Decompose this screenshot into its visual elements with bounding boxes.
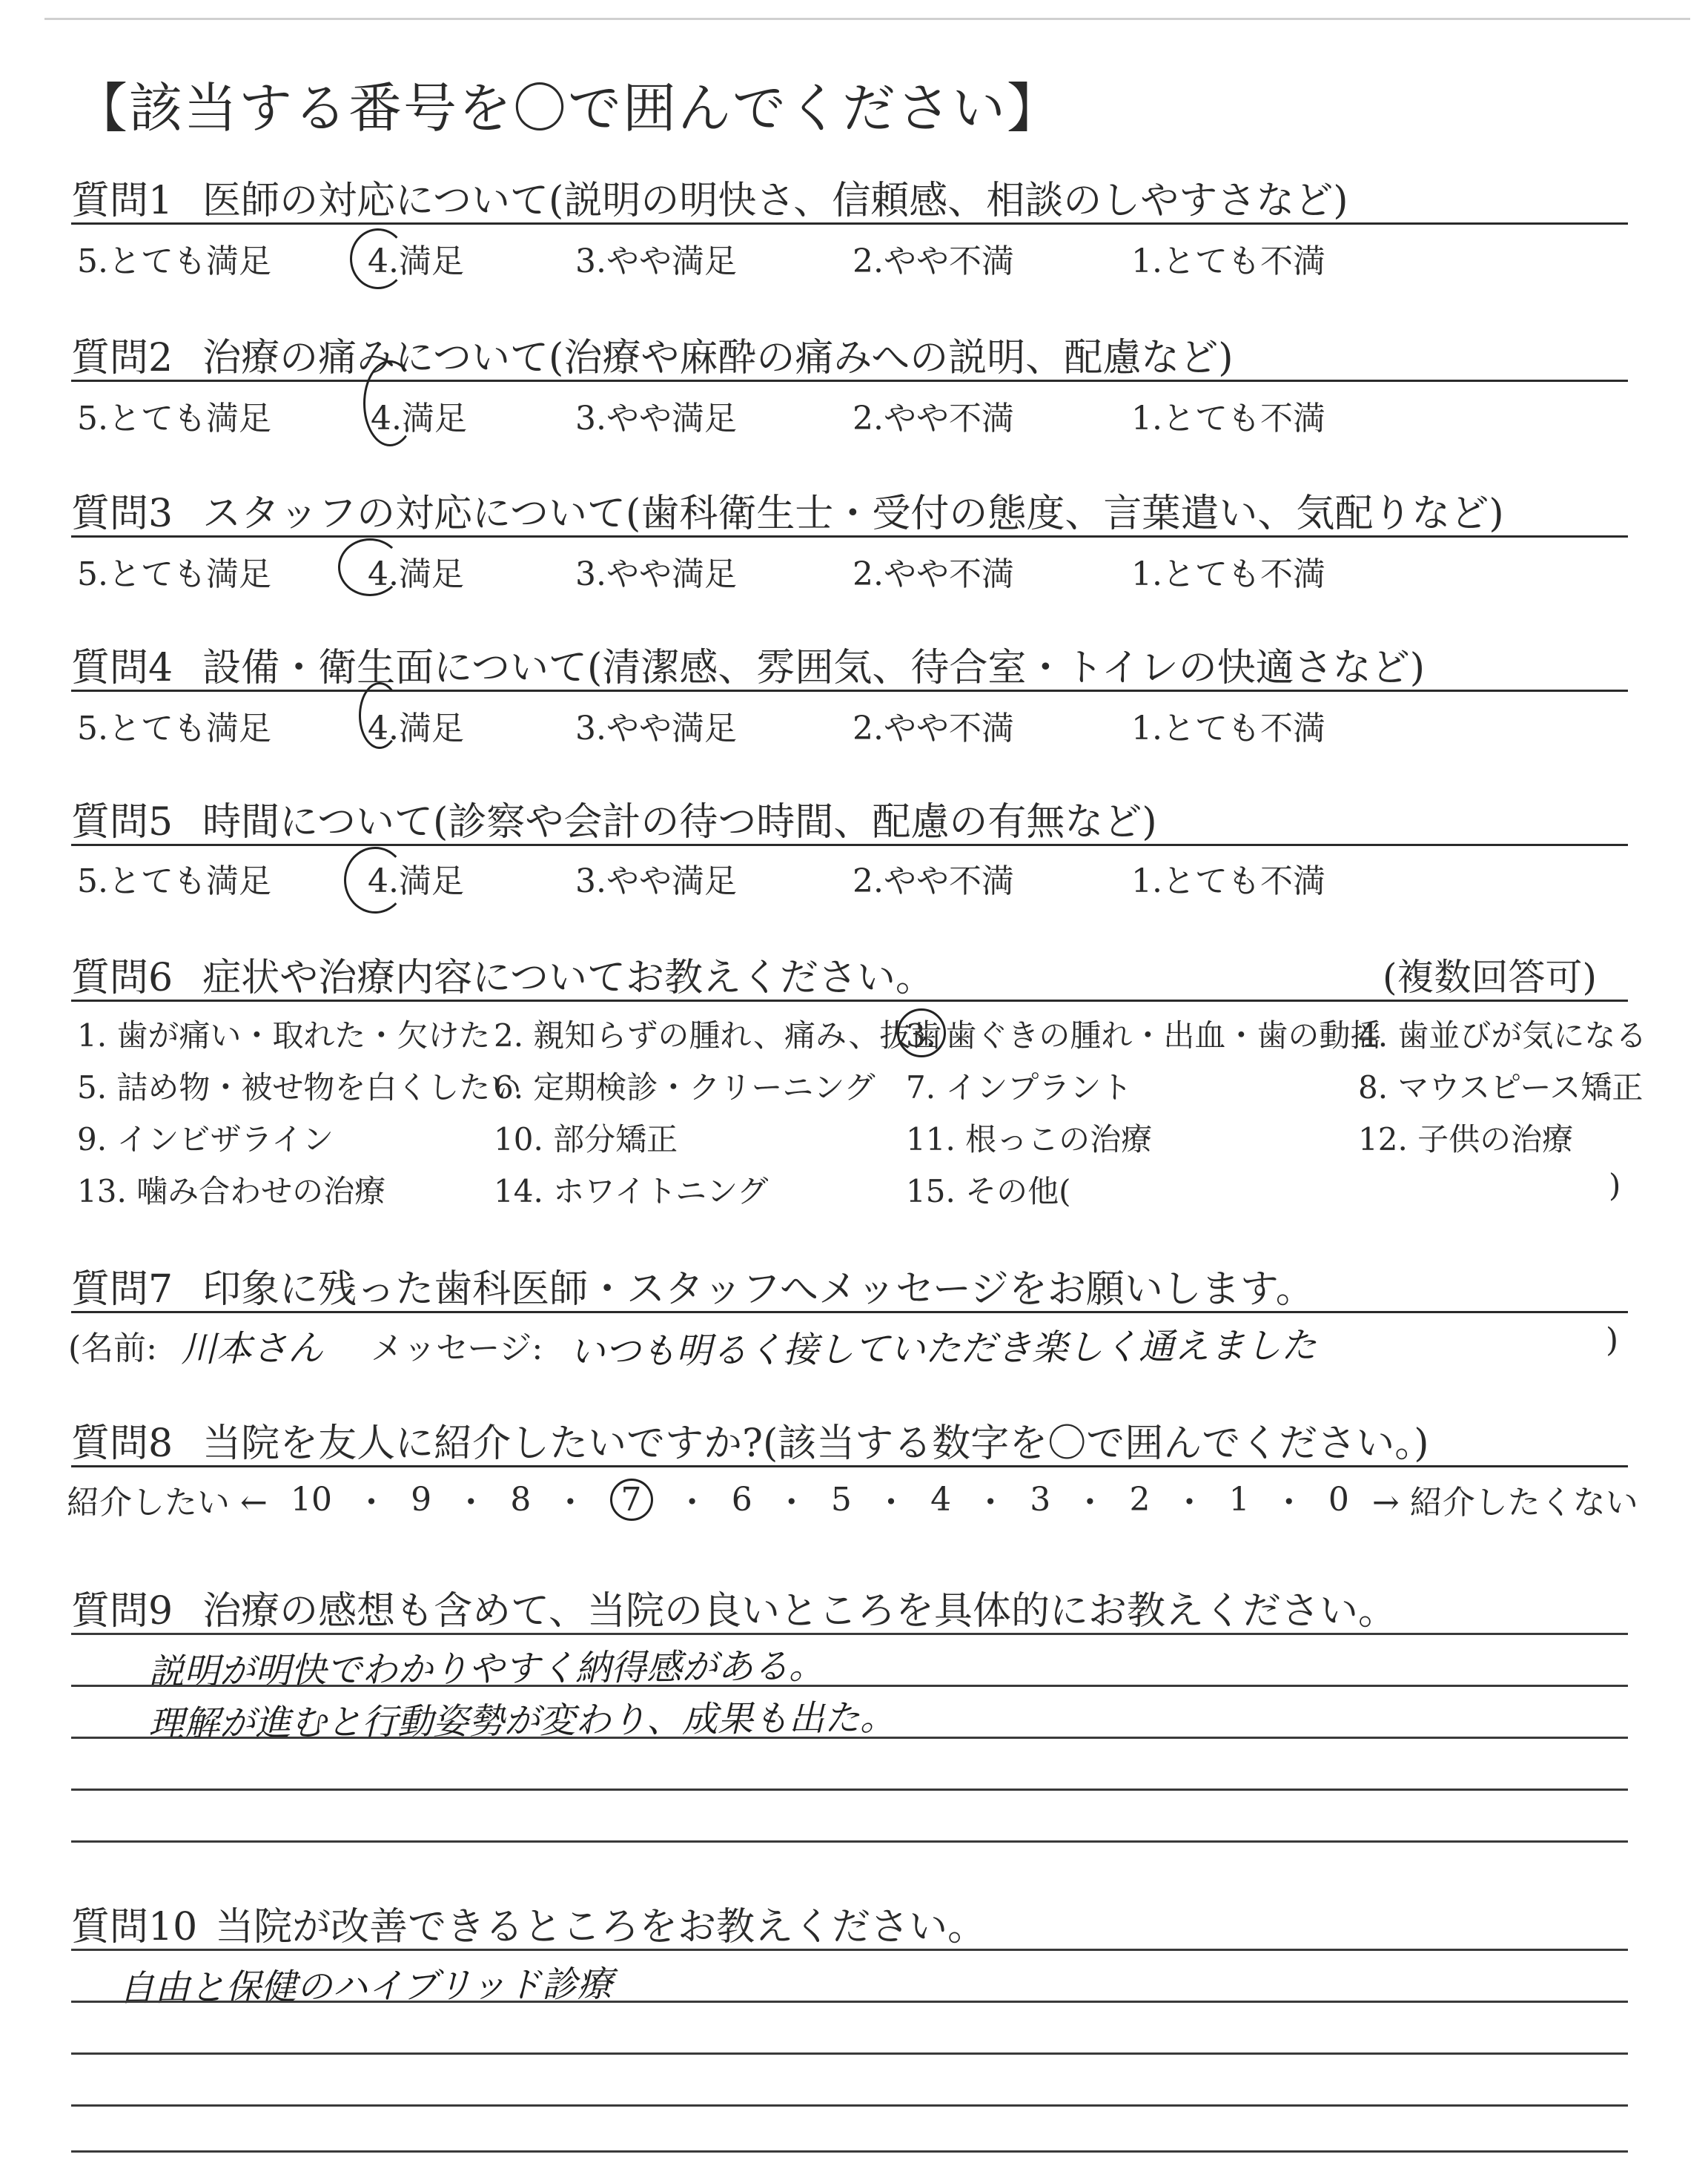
question-number: 質問2 — [71, 336, 173, 380]
selection-circle — [359, 682, 400, 749]
symptom-option-15[interactable]: 15. その他( — [906, 1173, 1071, 1209]
option-5[interactable]: 5.とても満足 — [77, 862, 271, 900]
option-4[interactable]: 4.満足 — [368, 242, 464, 280]
scale-dot: ・ — [1272, 1484, 1305, 1522]
option-4[interactable]: 4.満足 — [368, 710, 464, 747]
option-2[interactable]: 2.やや不満 — [853, 242, 1014, 280]
symptom-option-11[interactable]: 11. 根っこの治療 — [906, 1121, 1153, 1157]
question-text: 治療の感想も含めて、当院の良いところを具体的にお教えください。 — [202, 1589, 1397, 1634]
question-number: 質問1 — [71, 179, 173, 223]
question-5 — [71, 790, 1157, 846]
answer-line — [71, 1949, 1628, 1951]
scale-dot: ・ — [775, 1484, 808, 1522]
question-3 — [71, 482, 1504, 538]
question-text: 印象に残った歯科医師・スタッフへメッセージをお願いします。 — [202, 1267, 1314, 1312]
option-1[interactable]: 1.とても不満 — [1131, 862, 1325, 900]
scale-5[interactable]: 5 — [830, 1480, 852, 1519]
selection-circle — [897, 1008, 946, 1057]
scale-2[interactable]: 2 — [1129, 1480, 1151, 1519]
scale-dot: ・ — [974, 1484, 1007, 1522]
option-5[interactable]: 5.とても満足 — [77, 555, 271, 593]
question-rule — [71, 844, 1628, 846]
question-rule — [71, 222, 1628, 225]
answer-line — [71, 1789, 1628, 1791]
question-rule — [71, 1000, 1628, 1002]
answer-line — [71, 1633, 1628, 1635]
option-2[interactable]: 2.やや不満 — [853, 862, 1014, 900]
recommend-scale — [67, 1476, 1638, 1523]
scale-4[interactable]: 4 — [930, 1480, 952, 1519]
symptom-option-13[interactable]: 13. 噛み合わせの治療 — [77, 1173, 386, 1209]
good-points-answer-line-1[interactable]: 説明が明快でわかりやすく納得感がある。 — [148, 1645, 825, 1693]
selection-circle — [344, 847, 406, 914]
question-number: 質問7 — [71, 1267, 173, 1312]
option-4[interactable]: 4.満足 — [368, 862, 464, 900]
option-3[interactable]: 3.やや満足 — [575, 862, 737, 900]
question-1 — [71, 169, 1348, 225]
symptom-option-8[interactable]: 8. マウスピース矯正 — [1358, 1069, 1644, 1106]
symptom-option-9[interactable]: 9. インビザライン — [77, 1121, 334, 1157]
question-number: 質問5 — [71, 800, 173, 845]
option-3[interactable]: 3.やや満足 — [575, 400, 737, 437]
question-10 — [71, 1895, 986, 1951]
question-text: 設備・衛生面について(清潔感、雰囲気、待合室・トイレの快適さなど) — [202, 646, 1426, 690]
answer-line — [71, 2150, 1628, 2153]
option-3[interactable]: 3.やや満足 — [575, 555, 737, 593]
answer-line — [71, 1840, 1628, 1843]
staff-message-field[interactable]: いつも明るく接していただき楽しく通えました — [569, 1324, 1317, 1373]
question-6 — [71, 946, 934, 1002]
question-7 — [71, 1258, 1314, 1313]
symptom-option-3[interactable]: 3. 歯ぐきの腫れ・出血・歯の動揺 — [906, 1017, 1382, 1054]
scale-dot: ・ — [874, 1484, 907, 1522]
symptom-option-10[interactable]: 10. 部分矯正 — [494, 1121, 678, 1157]
form-title: 【該当する番号を〇で囲んでください】 — [74, 77, 1062, 139]
selection-circle — [338, 538, 402, 596]
symptom-option-5[interactable]: 5. 詰め物・被せ物を白くしたい — [77, 1069, 522, 1106]
question-rule — [71, 380, 1628, 382]
good-points-answer-line-2[interactable]: 理解が進むと行動姿勢が変わり、成果も出た。 — [148, 1697, 896, 1745]
question-text: 当院を友人に紹介したいですか?(該当する数字を〇で囲んでください。) — [202, 1421, 1429, 1466]
question-number: 質問6 — [71, 956, 173, 1000]
selection-circle — [363, 360, 417, 446]
option-2[interactable]: 2.やや不満 — [853, 555, 1014, 593]
option-1[interactable]: 1.とても不満 — [1131, 710, 1325, 747]
question-number: 質問8 — [71, 1421, 173, 1466]
question-text: スタッフの対応について(歯科衛生士・受付の態度、言葉遣い、気配りなど) — [202, 492, 1504, 536]
question-4 — [71, 636, 1425, 692]
not-recommend-label: → 紹介したくない — [1371, 1484, 1638, 1522]
symptom-option-2[interactable]: 2. 親知らずの腫れ、痛み、抜歯 — [494, 1017, 942, 1054]
question-text: 当院が改善できるところをお教えください。 — [215, 1905, 987, 1949]
option-4[interactable]: 4.満足 — [368, 555, 464, 593]
question-number: 質問4 — [71, 646, 173, 690]
question-8 — [71, 1412, 1429, 1467]
symptom-option-4[interactable]: 4. 歯並びが気になる — [1358, 1017, 1647, 1054]
answer-line — [71, 1685, 1628, 1687]
scale-8[interactable]: 8 — [510, 1480, 532, 1519]
selection-circle — [350, 228, 406, 289]
symptom-option-7[interactable]: 7. インプラント — [906, 1069, 1133, 1106]
question-text: 症状や治療内容についてお教えください。 — [202, 956, 935, 1000]
option-2[interactable]: 2.やや不満 — [853, 710, 1014, 747]
question-text: 治療の痛みについて(治療や麻酔の痛みへの説明、配慮など) — [202, 336, 1234, 380]
option-3[interactable]: 3.やや満足 — [575, 710, 737, 747]
scale-1[interactable]: 1 — [1228, 1480, 1250, 1519]
message-label: メッセージ: — [371, 1330, 543, 1367]
scale-dot: ・ — [675, 1484, 709, 1522]
question-9 — [71, 1579, 1397, 1635]
symptom-option-1[interactable]: 1. 歯が痛い・取れた・欠けた — [77, 1017, 491, 1054]
improvement-answer-line-1[interactable]: 自由と保健のハイブリッド診療 — [118, 1964, 614, 2009]
question-number: 質問3 — [71, 492, 173, 536]
recommend-label: 紹介したい ← — [67, 1484, 268, 1522]
scale-3[interactable]: 3 — [1030, 1480, 1051, 1519]
question-text: 医師の対応について(説明の明快さ、信頼感、相談のしやすさなど) — [202, 179, 1348, 223]
scale-dot: ・ — [355, 1484, 388, 1522]
question-rule — [71, 1465, 1628, 1467]
question-number: 質問9 — [71, 1589, 173, 1634]
option-2[interactable]: 2.やや不満 — [853, 400, 1014, 437]
question-number: 質問10 — [71, 1905, 198, 1949]
symptom-option-12[interactable]: 12. 子供の治療 — [1358, 1121, 1574, 1157]
answer-line — [71, 2001, 1628, 2003]
staff-name-field[interactable]: 川本さん — [180, 1327, 324, 1370]
option-4[interactable]: 4.満足 — [371, 400, 467, 437]
symptom-option-14[interactable]: 14. ホワイトニング — [494, 1173, 769, 1209]
question-rule — [71, 535, 1628, 538]
question-2 — [71, 326, 1234, 382]
scale-9[interactable]: 9 — [411, 1480, 432, 1519]
option-5[interactable]: 5.とても満足 — [77, 242, 271, 280]
option-1[interactable]: 1.とても不満 — [1131, 400, 1325, 437]
scale-6[interactable]: 6 — [731, 1480, 752, 1519]
option-5[interactable]: 5.とても満足 — [77, 400, 271, 437]
question-text: 時間について(診察や会計の待つ時間、配慮の有無など) — [202, 800, 1157, 845]
option-1[interactable]: 1.とても不満 — [1131, 242, 1325, 280]
scale-10[interactable]: 10 — [290, 1480, 332, 1519]
answer-line — [71, 2104, 1628, 2107]
question-rule — [71, 1311, 1628, 1313]
scale-dot: ・ — [1173, 1484, 1206, 1522]
answer-line — [71, 2052, 1628, 2055]
name-label: (名前: — [68, 1330, 157, 1367]
answer-line — [71, 1737, 1628, 1739]
question-rule — [71, 690, 1628, 692]
scale-0[interactable]: 0 — [1328, 1480, 1349, 1519]
scale-7[interactable]: 7 — [610, 1479, 653, 1521]
option-3[interactable]: 3.やや満足 — [575, 242, 737, 280]
top-rule — [44, 18, 1690, 20]
scale-dot: ・ — [1073, 1484, 1107, 1522]
other-close-paren: ) — [1609, 1167, 1621, 1203]
multiple-answers-note: (複数回答可) — [1382, 956, 1597, 999]
scale-dot: ・ — [454, 1484, 488, 1522]
option-5[interactable]: 5.とても満足 — [77, 710, 271, 747]
scale-dot: ・ — [554, 1484, 587, 1522]
symptom-option-6[interactable]: 6. 定期検診・クリーニング — [494, 1069, 875, 1106]
option-1[interactable]: 1.とても不満 — [1131, 555, 1325, 593]
message-close-paren: ) — [1606, 1321, 1619, 1359]
